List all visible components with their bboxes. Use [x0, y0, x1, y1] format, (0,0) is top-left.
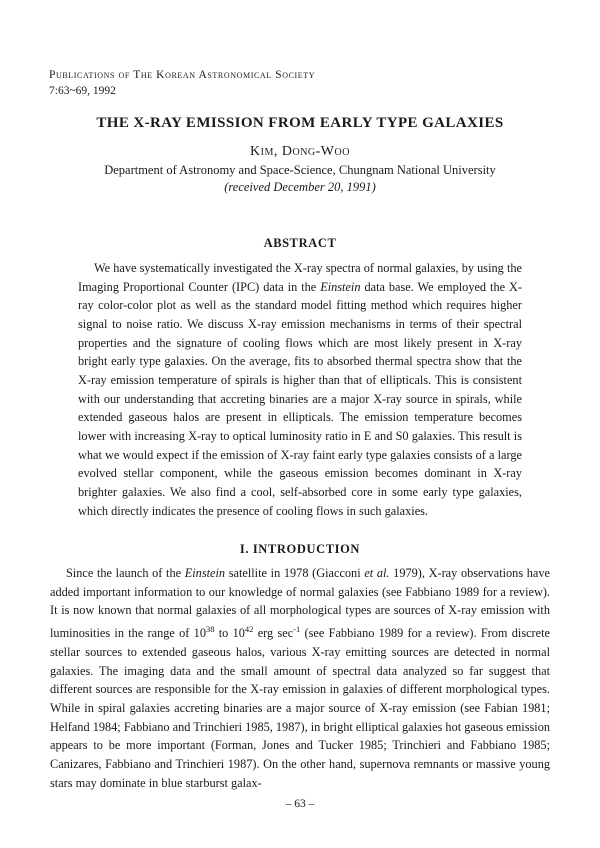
author-name: Kim, Dong-Woo: [250, 144, 350, 159]
received-date: (received December 20, 1991): [224, 180, 376, 194]
abstract-heading: ABSTRACT: [263, 236, 337, 250]
introduction-heading: I. INTRODUCTION: [239, 542, 361, 556]
author-affiliation: Department of Astronomy and Space-Science, Chungnam National University: [104, 163, 496, 177]
journal-name: Publications of The Korean Astronomical Society: [49, 69, 316, 81]
page-number: – 63 –: [285, 798, 315, 810]
volume-info: 7:63~69, 1992: [49, 85, 116, 97]
abstract-text: We have systematically investigated the X-ray spectra of normal galaxies, by using the Imaging Proportional Counter (IPC) data in the Einstein data base. We employed the X-ray color-color plot as well as the standard model fitting method which requires higher signal to noise ratio. We discuss X-ray emission mechanisms in terms of their spectral properties and the signature of cooling flows which are most likely present in X-ray bright early type galaxies. On the average, fits to absorbed thermal spectra show that the X-ray emission temperature of spirals is higher than that of ellipticals. This is consistent with our understanding that accreting binaries are a major X-ray source in spirals, while extended gaseous halos are present in ellipticals. The emission temperature becomes lower with increasing X-ray to optical luminosity ratio in E and S0 galaxies. This result is what we would expect if the emission of X-ray faint early type galaxies consists of a large evolved stellar component, while the gaseous emission becomes dominant in X-ray brighter galaxies. We also find a cool, self-absorbed core in some early type galaxies, which directly indicates the presence of cooling flows in such galaxies.: [78, 261, 522, 518]
introduction-text: Since the launch of the Einstein satellite in 1978 (Giacconi et al. 1979), X-ray observations have added important information to our knowledge of normal galaxies (see Fabbiano 1989 for a review). It is now known that normal galaxies of all morphological types are sources of X-ray emission with luminosities in the range of $10^{38}$ to $10^{42}$ erg $\sec^{-1} (see$ Fabbiano 1989 for a review). From discrete stellar sources to extended gaseous halos, various X-ray emitting sources are detected in normal galaxies. The imaging data and the small amount of spectral data analyzed so far suggest that different sources are responsible for the X-ray emission in galaxies of different morphological types. While in spiral galaxies accreting binaries are a major source of X-ray emission (see Fabian 1981; Helfand 1984; Fabbiano and Trinchieri 1985, 1987), in bright elliptical galaxies hot gaseous emission appears to be more important (Forman, Jones and Tucker 1985; Trinchieri and Fabbiano 1985; Canizares, Fabbiano and Trinchieri 1987). On the other hand, supernova remnants or massive young stars may dominate in blue starburst galax-: [50, 566, 550, 790]
paper-title: THE X-RAY EMISSION FROM EARLY TYPE GALAXIES: [96, 115, 504, 131]
